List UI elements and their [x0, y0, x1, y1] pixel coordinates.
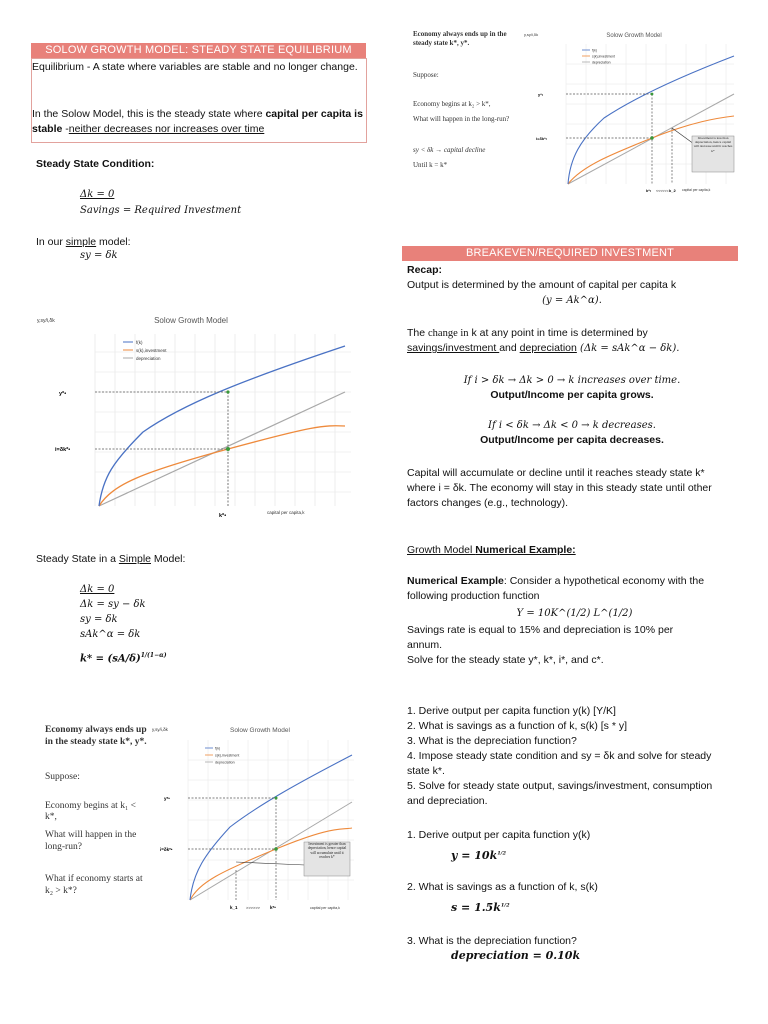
svg-text:depreciation: depreciation: [215, 760, 235, 765]
chart2-ystar-label: y*•: [538, 92, 544, 97]
chart1-output-point: [226, 390, 229, 393]
chart3-kstar-label: k*•: [270, 905, 276, 910]
kstar-formula: $k* = (sA/\delta)^{1/(1-\alpha)}$: [80, 652, 167, 665]
chart1-ystar-label: y*•: [59, 391, 67, 397]
recap-equation: (y = Ak^α).: [542, 295, 602, 306]
recap-title: Recap:: [407, 264, 443, 276]
derivation-line-1: Δk = 0: [80, 584, 115, 595]
chart3-arrows: >>>>>>: [246, 905, 261, 910]
chart2-callout-text: Investment is less than depreciation, hence capital will decrease until it reaches k*: [693, 136, 733, 153]
chart2-equilibrium-point: [650, 136, 653, 139]
chart3-legend: [205, 747, 239, 765]
answer-1-equation: $y = 10k^{1/2}$: [451, 849, 506, 862]
chart2-title: Solow Growth Model: [606, 33, 662, 39]
answer-3-question: 3. What is the depreciation function?: [407, 935, 577, 947]
ss-simple-model-label: Steady State in a Simple Model:: [36, 553, 186, 565]
svg-text:s(k),investment: s(k),investment: [136, 348, 167, 353]
equilibrium-definition: Equilibrium - A state where variables are stable and no longer change.: [32, 61, 358, 73]
bottom-note: Economy always ends up in the steady state k*, y*. Suppose: Economy begins at k₁ < k*, What will happen in the long-run? What if economy starts at k₂ > k*?: [45, 725, 147, 896]
chart1-ylabel: y,sy/i,δk: [37, 318, 55, 324]
answer-2-question: 2. What is savings as a function of k, s(k): [407, 881, 598, 893]
solow-chart-3: [150, 722, 362, 918]
change-in-k-text: The change in k at any point in time is determined by savings/investment and depreciation (Δk = sAk^α − δk).: [407, 327, 680, 354]
section-banner-breakeven: BREAKEVEN/REQUIRED INVESTMENT: [402, 246, 738, 261]
chart2-k2-label: k_2: [669, 188, 676, 193]
rule-if-decline: If i < δk → Δk < 0 → k decreases. Output/Income per capita decreases.: [480, 420, 664, 446]
chart2-xlabel: capital per capita,k: [682, 188, 711, 192]
ssc-equation-2: Savings = Required Investment: [80, 205, 242, 216]
chart1-grid: [95, 334, 351, 506]
chart3-equilibrium-point: [274, 847, 278, 851]
derivation-line-4: sAk^α = δk: [80, 629, 141, 640]
chart3-output-curve: [190, 755, 352, 900]
chart3-ylabel: y,sy/i,δk: [152, 727, 168, 732]
ssc-equation-1: Δk = 0: [80, 189, 115, 200]
rule-if-growth: If i > δk → Δk > 0 → k increases over time. Output/Income per capita grows.: [463, 375, 681, 401]
chart3-k1-label: k_1: [230, 905, 238, 910]
chart2-ylabel: y,sy/i,δk: [524, 32, 539, 37]
chart2-legend: [582, 49, 615, 65]
accumulation-text: Capital will accumulate or decline until it reaches steady state k* where i = δk. The economy will stay in this steady state until other factors changes (e.g., technology).: [407, 467, 712, 509]
svg-text:s(k),investment: s(k),investment: [592, 54, 615, 59]
chart1-xlabel: capital per capita,k: [267, 510, 305, 515]
steps-list: 1. Derive output per capita function y(k) [Y/K] 2. What is savings as a function of k, s(k) [s * y] 3. What is the depreciation function? 4. Impose steady state condition and sy = δk and solve for steady state k*. 5. Solve for steady state output, savings/investment, consumption and depreciation.: [407, 705, 713, 807]
svg-text:s(k),investment: s(k),investment: [215, 753, 240, 758]
answer-2-equation: $s = 1.5k^{1/2}$: [451, 901, 510, 914]
chart2-arrows: <<<<<<: [656, 189, 669, 193]
steady-state-definition: In the Solow Model, this is the steady state where capital per capita is stable -neither decreases nor increases over time: [32, 108, 363, 135]
chart2-istar-label: i=δk*•: [536, 136, 548, 141]
simple-model-label: In our simple model:: [36, 236, 131, 248]
answer-3-equation: depreciation = 0.10k: [451, 949, 581, 962]
simple-model-equation: sy = δk: [80, 250, 118, 261]
chart1-istar-label: i=δk*•: [55, 447, 71, 453]
svg-text:f(k): f(k): [592, 48, 597, 53]
chart3-xlabel: capital per capita,k: [310, 906, 340, 910]
chart3-istar-label: i=δk*•: [160, 847, 173, 852]
svg-text:depreciation: depreciation: [136, 356, 161, 361]
chart2-kstar-label: k*•: [646, 188, 652, 193]
chart1-legend: [123, 340, 167, 361]
top-note: Economy always ends up in the steady state k*, y*. Suppose: Economy begins at k₂ > k*, What will happen in the long-run? sy < δk → capital decline Until k = k*: [413, 30, 510, 169]
chart3-callout-text: Investment is greater than depreciation, hence capital will accumulate until it reaches k*: [307, 842, 347, 860]
svg-text:depreciation: depreciation: [592, 60, 611, 65]
chart3-output-point: [275, 797, 278, 800]
chart1-title: Solow Growth Model: [154, 316, 228, 325]
growth-model-heading: Growth Model Numerical Example:: [407, 544, 576, 556]
chart2-output-point: [651, 93, 654, 96]
section-banner-steady-state: SOLOW GROWTH MODEL: STEADY STATE EQUILIBRIUM: [31, 43, 366, 58]
derivation-line-3: sy = δk: [80, 614, 118, 625]
chart3-ystar-label: y*•: [164, 796, 170, 801]
chart3-title: Solow Growth Model: [230, 727, 290, 734]
recap-line: Output is determined by the amount of capital per capita k: [407, 279, 677, 291]
chart1-output-curve: [99, 346, 345, 506]
answer-1-question: 1. Derive output per capita function y(k): [407, 829, 591, 841]
steady-state-condition-title: Steady State Condition:: [36, 158, 155, 170]
numerical-example-text: Numerical Example: Consider a hypothetical economy with the following production function Y = 10K^(1/2) L^(1/2) Savings rate is equal to 15% and depreciation is 10% per annum. Solve for the steady state y*, k*, i*, and c*.: [407, 575, 705, 666]
solow-chart-2: [522, 28, 740, 198]
solow-chart-1: [33, 312, 363, 524]
derivation-line-2: Δk = sy − δk: [80, 599, 146, 610]
svg-text:f(k): f(k): [215, 746, 221, 751]
chart1-equilibrium-point: [226, 447, 230, 451]
svg-text:f(k): f(k): [136, 340, 143, 345]
chart1-kstar-label: k*•: [219, 513, 227, 519]
chart1-investment-curve: [99, 426, 345, 506]
